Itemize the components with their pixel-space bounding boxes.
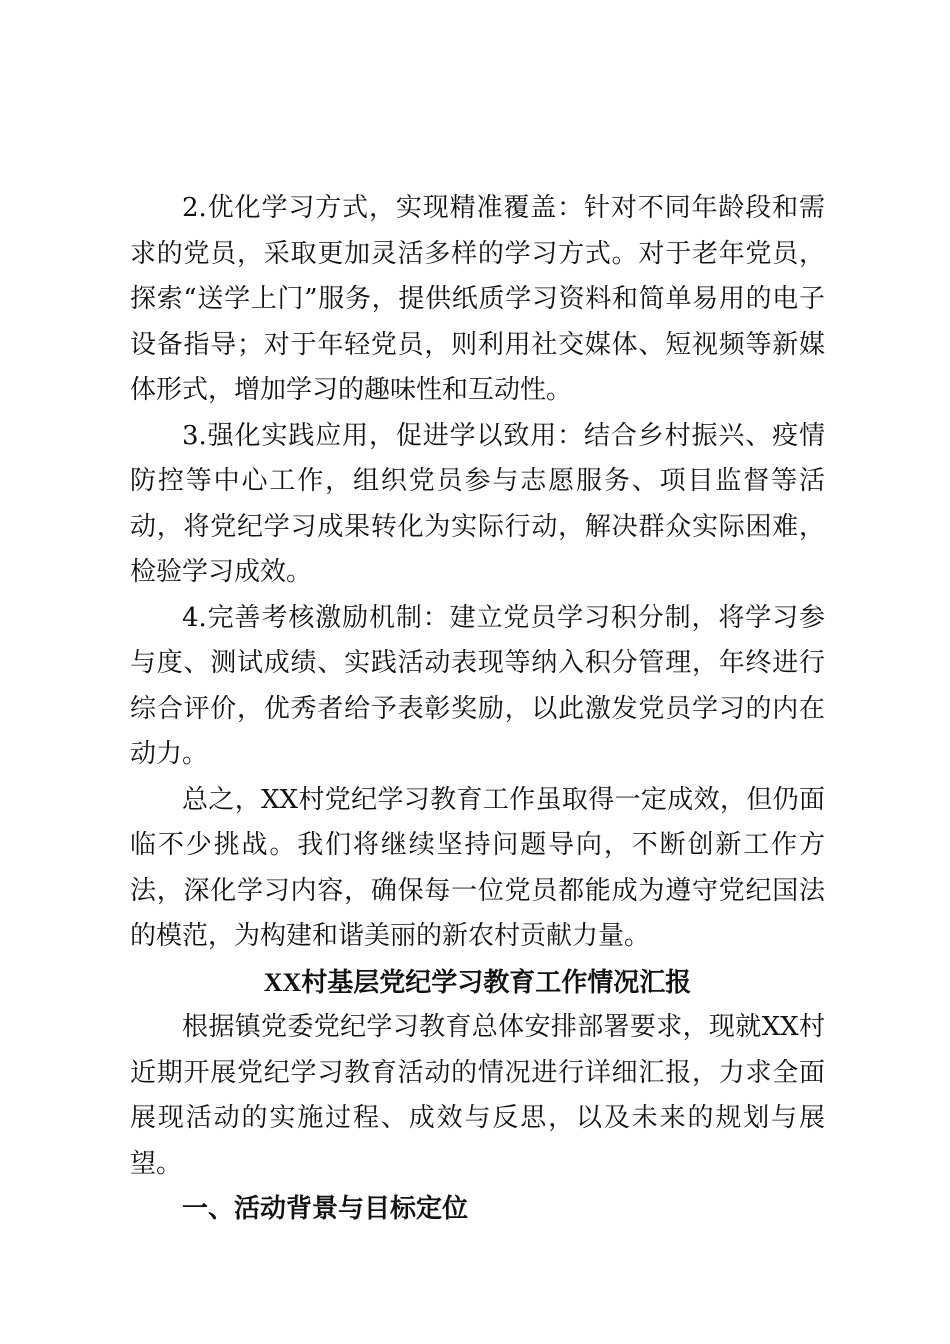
- report-title: XX村基层党纪学习教育工作情况汇报: [263, 967, 692, 997]
- document-body: [130, 186, 825, 1233]
- paragraph-assessment-incentive: 4.完善考核激励机制：建立党员学习积分制，将学习参与度、测试成绩、实践活动表现等纳入积分管理，年终进行综合评价，优秀者给予表彰奖励，以此激发党员学习的内在动力。: [130, 602, 825, 769]
- paragraph-intro: 根据镇党委党纪学习教育总体安排部署要求，现就XX村近期开展党纪学习教育活动的情况进行详细汇报，力求全面展现活动的实施过程、成效与反思，以及未来的规划与展望。: [130, 1012, 825, 1179]
- section-heading: 一、活动背景与目标定位: [182, 1194, 469, 1224]
- paragraph-conclusion: 总之，XX村党纪学习教育工作虽取得一定成效，但仍面临不少挑战。我们将继续坚持问题导向，不断创新工作方法，深化学习内容，确保每一位党员都能成为遵守党纪国法的模范，为构建和谐美丽的新农村贡献力量。: [130, 784, 825, 951]
- paragraph-practice-application: 3.强化实践应用，促进学以致用：结合乡村振兴、疫情防控等中心工作，组织党员参与志愿服务、项目监督等活动，将党纪学习成果转化为实际行动，解决群众实际困难，检验学习成效。: [130, 420, 825, 587]
- paragraph-optimize-learning: 2.优化学习方式，实现精准覆盖：针对不同年龄段和需求的党员，采取更加灵活多样的学习方式。对于老年党员，探索“送学上门”服务，提供纸质学习资料和简单易用的电子设备指导；对于年轻党员，则利用社交媒体、短视频等新媒体形式，增加学习的趣味性和互动性。: [130, 193, 825, 405]
